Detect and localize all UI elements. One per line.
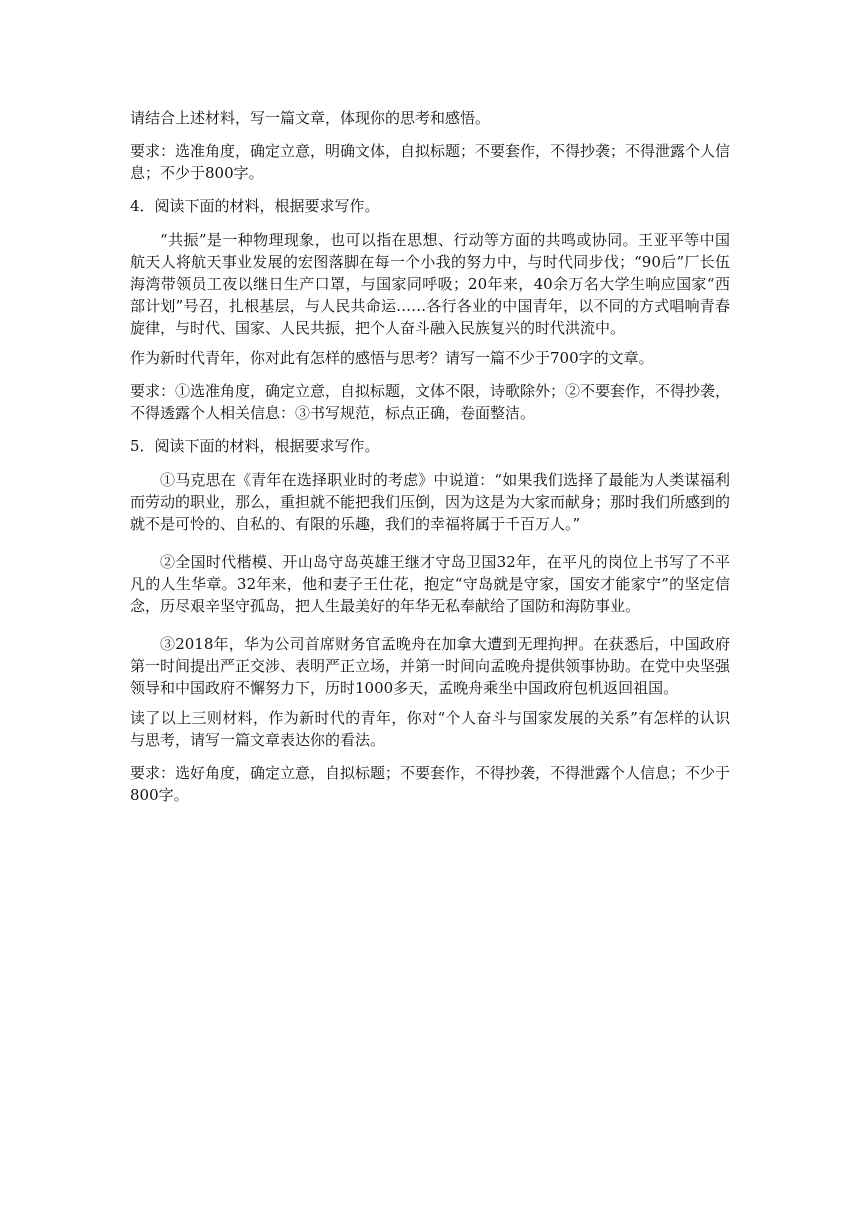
- q5-prompt: 读了以上三则材料，作为新时代的青年，你对“个人奋斗与国家发展的关系”有怎样的认识与思考，请写一篇文章表达你的看法。: [130, 709, 730, 749]
- q5-requirement: 要求：选好角度，确定立意，自拟标题；不要套作，不得抄袭，不得泄露个人信息；不少于800字。: [130, 764, 731, 804]
- document-content: [130, 107, 730, 817]
- q4-material: “共振”是一种物理现象，也可以指在思想、行动等方面的共鸣或协同。王亚平等中国航天人将航天事业发展的宏图落脚在每一个小我的努力中，与时代同步伐；“90后”厂长伍海湾带领员工夜以继日生产口罩，与国家同呼吸；20年来，40余万名大学生响应国家“西部计划”号召，扎根基层，与人民共命运……各行各业的中国青年，以不同的方式唱响青春旋律，与时代、国家、人民共振，把个人奋斗融入民族复兴的时代洪流中。: [130, 231, 730, 337]
- q4-requirement: 要求：①选准角度，确定立意，自拟标题，文体不限，诗歌除外；②不要套作，不得抄袭，不得透露个人相关信息：③书写规范，标点正确，卷面整洁。: [130, 382, 731, 422]
- q4-heading: 4．阅读下面的材料，根据要求写作。: [130, 197, 380, 215]
- q5-heading: 5．阅读下面的材料，根据要求写作。: [130, 437, 380, 455]
- q5-material-3: ③2018年，华为公司首席财务官孟晚舟在加拿大遭到无理拘押。在获悉后，中国政府第一时间提出严正交涉、表明严正立场，并第一时间向孟晚舟提供领事协助。在党中央坚强领导和中国政府不懈努力下，历时1000多天，孟晚舟乘坐中国政府包机返回祖国。: [130, 635, 731, 697]
- prev-question-requirement: 要求：选准角度，确定立意，明确文体，自拟标题；不要套作，不得抄袭；不得泄露个人信息；不少于800字。: [130, 142, 731, 182]
- q5-material-2: ②全国时代楷模、开山岛守岛英雄王继才守岛卫国32年，在平凡的岗位上书写了不平凡的人生华章。32年来，他和妻子王仕花，抱定“守岛就是守家，国安才能家宁”的坚定信念，历尽艰辛坚守孤岛，把人生最美好的年华无私奉献给了国防和海防事业。: [130, 553, 730, 615]
- q4-prompt: 作为新时代青年，你对此有怎样的感悟与思考？请写一篇不少于700字的文章。: [130, 349, 654, 367]
- q5-material-1: ①马克思在《青年在选择职业时的考虑》中说道：“如果我们选择了最能为人类谋福利而劳动的职业，那么，重担就不能把我们压倒，因为这是为大家而献身；那时我们所感到的就不是可怜的、自私的、有限的乐趣，我们的幸福将属于千百万人。”: [130, 471, 731, 533]
- prev-question-prompt: 请结合上述材料，写一篇文章，体现你的思考和感悟。: [130, 109, 491, 127]
